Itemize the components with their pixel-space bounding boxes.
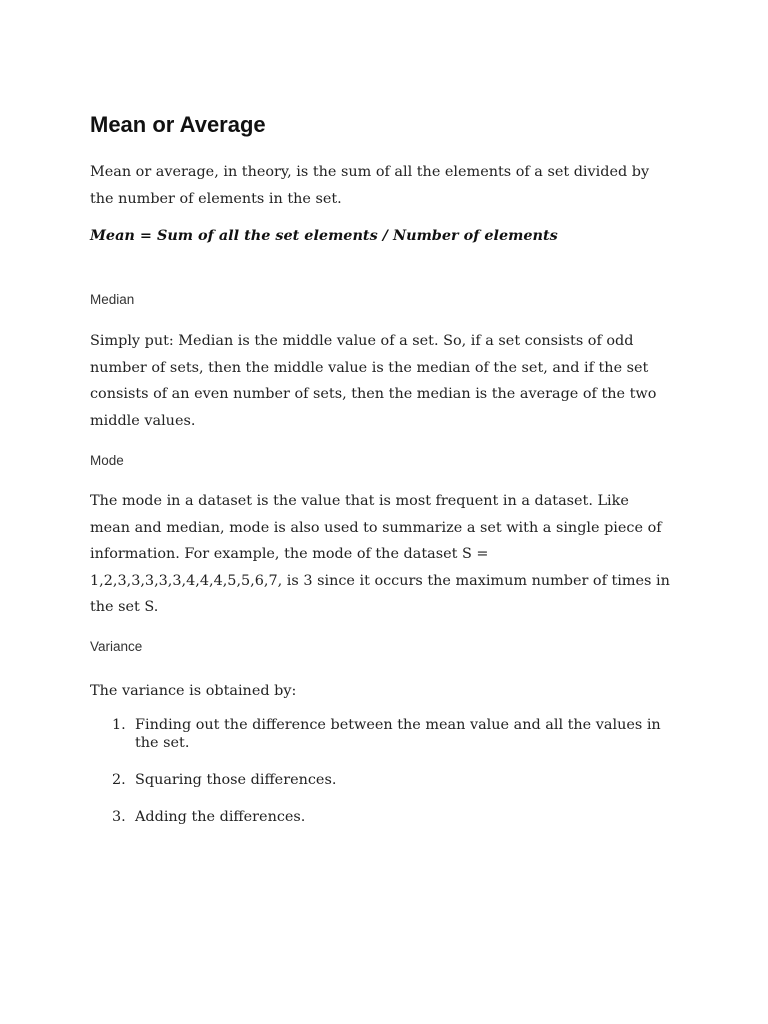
mode-paragraph: The mode in a dataset is the value that is most frequent in a dataset. Like mean and median, mode is also used to summarize a set with a single piece of information. For example, the mode of the dataset S = 1,2,3,3,3,3,3,4,4,4,5,5,6,7, is 3 since it occurs the maximum number of times in the set S.	[90, 493, 670, 615]
mean-paragraph: Mean or average, in theory, is the sum of all the elements of a set divided by the number of elements in the set.	[90, 164, 650, 207]
list-item	[90, 808, 670, 826]
list-item-number: 2.	[112, 772, 126, 788]
mean-formula: Mean = Sum of all the set elements / Number of elements	[90, 227, 558, 244]
variance-intro: The variance is obtained by:	[90, 683, 297, 699]
variance-steps-list	[90, 716, 670, 845]
list-item-text: Squaring those differences.	[135, 772, 337, 788]
list-item-text: Adding the differences.	[135, 809, 306, 825]
list-item-number: 1.	[112, 717, 126, 733]
list-item	[90, 771, 670, 789]
mean-heading: Mean or Average	[90, 112, 266, 137]
variance-heading: Variance	[90, 639, 143, 654]
list-item-number: 3.	[112, 809, 126, 825]
median-heading: Median	[90, 292, 135, 307]
mode-heading: Mode	[90, 453, 124, 468]
median-paragraph: Simply put: Median is the middle value of a set. So, if a set consists of odd number of sets, then the middle value is the median of the set, and if the set consists of an even number of sets, then the median is the average of the two middle values.	[90, 333, 657, 429]
list-item	[90, 716, 670, 752]
list-item-text: Finding out the difference between the mean value and all the values in the set.	[135, 717, 661, 751]
